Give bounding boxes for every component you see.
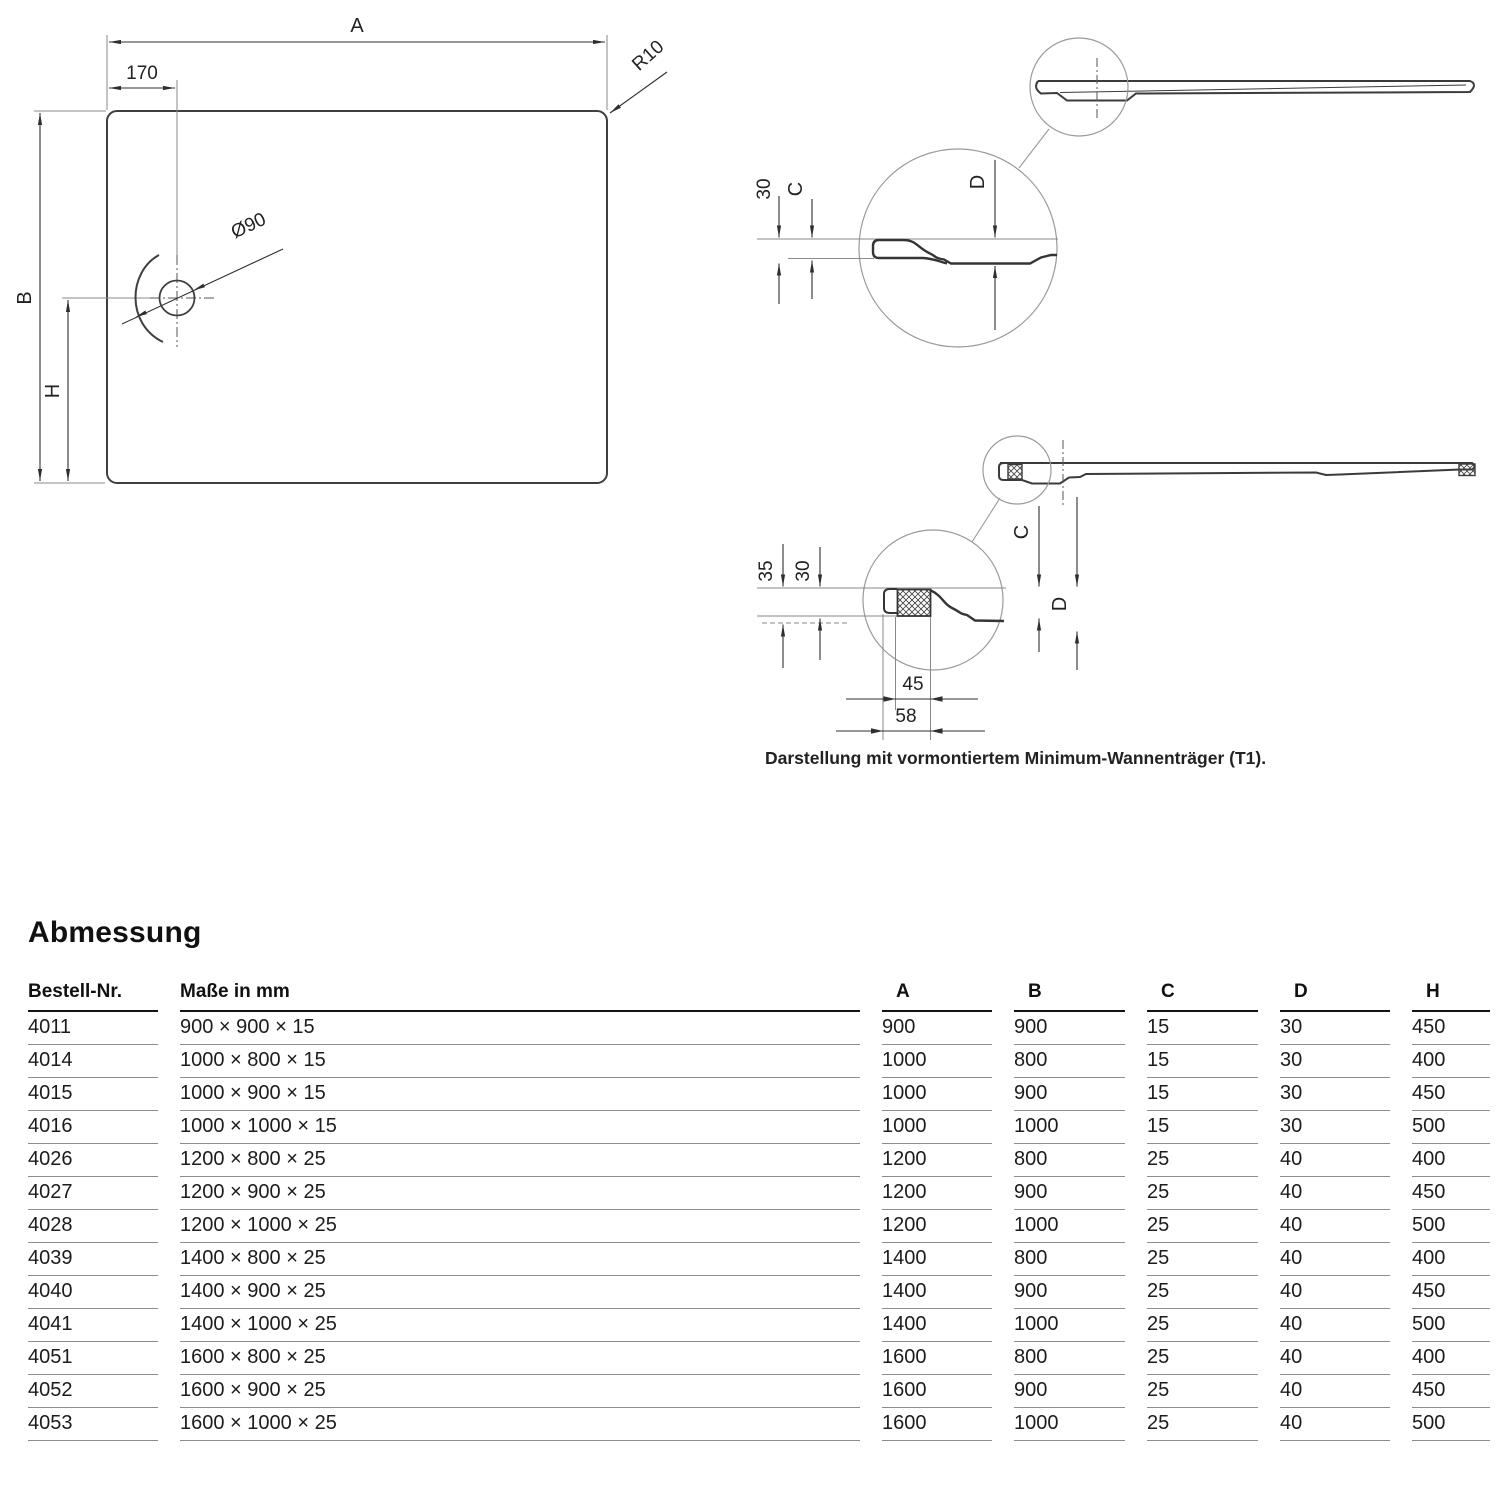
table-cell: 1400 (882, 1276, 992, 1309)
dim-label-58: 58 (895, 706, 917, 727)
table-cell: 40 (1280, 1243, 1390, 1276)
table-cell: 4028 (28, 1210, 158, 1243)
table-cell: 15 (1147, 1078, 1258, 1111)
table-cell: 30 (1280, 1012, 1390, 1045)
section1-dimension-lines (779, 160, 995, 330)
table-cell: 15 (1147, 1045, 1258, 1078)
table-cell: 1200 (882, 1210, 992, 1243)
dim-label-b: B (14, 291, 36, 305)
table-cell: 4014 (28, 1045, 158, 1078)
table-cell: 450 (1412, 1276, 1490, 1309)
table-cell: 1200 × 900 × 25 (180, 1177, 860, 1210)
table-cell: 25 (1147, 1243, 1258, 1276)
dim-label-r10: R10 (628, 36, 669, 76)
table-cell: 4039 (28, 1243, 158, 1276)
table-cell: 1000 (1014, 1111, 1125, 1144)
detail-circle-large (859, 149, 1057, 347)
table-cell: 900 (1014, 1012, 1125, 1045)
dim-label-diameter: Ø90 (227, 208, 270, 244)
diameter-arrowhead (193, 284, 205, 291)
table-cell: 30 (1280, 1111, 1390, 1144)
section-view-with-support (756, 436, 1475, 740)
section-view-without-support (754, 38, 1474, 347)
table-cell: 1000 × 1000 × 15 (180, 1111, 860, 1144)
dim-label-d: D (1049, 596, 1071, 612)
table-cell: 4052 (28, 1375, 158, 1408)
table-cell: 450 (1412, 1078, 1490, 1111)
table-cell: 450 (1412, 1375, 1490, 1408)
table-cell: 40 (1280, 1210, 1390, 1243)
table-cell: 25 (1147, 1375, 1258, 1408)
table-cell: 1600 (882, 1375, 992, 1408)
table-cell: 1200 (882, 1177, 992, 1210)
table-cell: 25 (1147, 1210, 1258, 1243)
reference-lines (757, 239, 1058, 259)
table-cell: 4053 (28, 1408, 158, 1441)
table-cell: 40 (1280, 1309, 1390, 1342)
table-cell: 30 (1280, 1078, 1390, 1111)
table-cell: 1600 × 800 × 25 (180, 1342, 860, 1375)
table-cell: 25 (1147, 1276, 1258, 1309)
dim-label-45: 45 (902, 674, 924, 695)
table-cell: 400 (1412, 1342, 1490, 1375)
table-cell: 25 (1147, 1408, 1258, 1441)
table-cell: 40 (1280, 1276, 1390, 1309)
drawing-caption: Darstellung mit vormontiertem Minimum-Wannenträger (T1). (765, 748, 1267, 768)
detail-connector (1019, 129, 1049, 168)
tray-side-profile (1036, 81, 1474, 101)
dim-label-35: 35 (756, 560, 777, 582)
table-cell: 1000 (1014, 1309, 1125, 1342)
table-cell: 25 (1147, 1309, 1258, 1342)
table-cell: 40 (1280, 1144, 1390, 1177)
table-cell: 4040 (28, 1276, 158, 1309)
column-header-bestell-nr: Bestell-Nr. (28, 981, 158, 1012)
table-cell: 1000 × 800 × 15 (180, 1045, 860, 1078)
table-cell: 400 (1412, 1243, 1490, 1276)
dim-label-30: 30 (793, 560, 814, 582)
table-cell: 40 (1280, 1408, 1390, 1441)
extension-lines (34, 35, 607, 483)
table-cell: 900 (882, 1012, 992, 1045)
table-cell: 500 (1412, 1408, 1490, 1441)
dimension-table-section (28, 916, 1490, 1441)
table-cell: 1400 (882, 1309, 992, 1342)
detail-circle-small (1030, 38, 1128, 136)
table-cell: 4041 (28, 1309, 158, 1342)
table-cell: 40 (1280, 1375, 1390, 1408)
dim-label-a: A (350, 15, 364, 37)
enlarged-support-profile (884, 589, 1004, 621)
table-cell: 4051 (28, 1342, 158, 1375)
tray-outline (107, 111, 607, 483)
enlarged-drain-profile (873, 240, 1057, 264)
table-cell: 1400 × 900 × 25 (180, 1276, 860, 1309)
table-cell: 800 (1014, 1342, 1125, 1375)
table-cell: 25 (1147, 1177, 1258, 1210)
table-cell: 900 (1014, 1375, 1125, 1408)
dim-label-170: 170 (126, 63, 158, 84)
table-cell: 4015 (28, 1078, 158, 1111)
table-cell: 800 (1014, 1243, 1125, 1276)
table-cell: 40 (1280, 1177, 1390, 1210)
table-cell: 1000 (1014, 1210, 1125, 1243)
plan-dimension-lines (40, 42, 667, 481)
dim-label-h: H (42, 383, 64, 399)
tray-side-profile-support (999, 463, 1475, 484)
table-cell: 1600 × 1000 × 25 (180, 1408, 860, 1441)
column-header-h: H (1412, 981, 1490, 1012)
table-cell: 1200 × 1000 × 25 (180, 1210, 860, 1243)
table-cell: 1000 (882, 1078, 992, 1111)
table-cell: 450 (1412, 1012, 1490, 1045)
table-cell: 30 (1280, 1045, 1390, 1078)
table-cell: 4026 (28, 1144, 158, 1177)
table-cell: 1000 × 900 × 15 (180, 1078, 860, 1111)
table-cell: 1600 (882, 1408, 992, 1441)
table-cell: 1200 × 800 × 25 (180, 1144, 860, 1177)
table-cell: 25 (1147, 1342, 1258, 1375)
table-cell: 900 (1014, 1078, 1125, 1111)
table-cell: 500 (1412, 1210, 1490, 1243)
table-heading: Abmessung (28, 916, 202, 949)
table-cell: 1000 (1014, 1408, 1125, 1441)
table-cell: 4016 (28, 1111, 158, 1144)
table-cell: 900 (1014, 1177, 1125, 1210)
table-cell: 15 (1147, 1012, 1258, 1045)
table-cell: 800 (1014, 1144, 1125, 1177)
table-cell: 400 (1412, 1144, 1490, 1177)
table-cell: 1000 (882, 1111, 992, 1144)
column-header-d: D (1280, 981, 1390, 1012)
table-cell: 1400 × 800 × 25 (180, 1243, 860, 1276)
detail-connector (972, 498, 1000, 542)
table-cell: 800 (1014, 1045, 1125, 1078)
table-cell: 1400 (882, 1243, 992, 1276)
reference-lines (757, 588, 1006, 740)
column-header-masse: Maße in mm (180, 981, 860, 1012)
table-cell: 4027 (28, 1177, 158, 1210)
table-cell: 450 (1412, 1177, 1490, 1210)
table-cell: 1400 × 1000 × 25 (180, 1309, 860, 1342)
table-cell: 1600 (882, 1342, 992, 1375)
dim-label-30: 30 (754, 178, 775, 200)
dim-label-c: C (785, 181, 807, 197)
table-cell: 500 (1412, 1309, 1490, 1342)
table-cell: 900 (1014, 1276, 1125, 1309)
table-cell: 15 (1147, 1111, 1258, 1144)
table-cell: 900 × 900 × 15 (180, 1012, 860, 1045)
plan-view (14, 15, 668, 483)
table-cell: 40 (1280, 1342, 1390, 1375)
dim-label-c: C (1011, 524, 1033, 540)
table-cell: 1000 (882, 1045, 992, 1078)
table-cell: 1200 (882, 1144, 992, 1177)
table-cell: 1600 × 900 × 25 (180, 1375, 860, 1408)
table-cell: 4011 (28, 1012, 158, 1045)
table-cell: 25 (1147, 1144, 1258, 1177)
dim-label-d: D (967, 174, 989, 190)
table-cell: 500 (1412, 1111, 1490, 1144)
column-header-c: C (1147, 981, 1258, 1012)
column-header-b: B (1014, 981, 1125, 1012)
column-header-a: A (882, 981, 992, 1012)
table-cell: 400 (1412, 1045, 1490, 1078)
dimension-table (28, 981, 1490, 1441)
